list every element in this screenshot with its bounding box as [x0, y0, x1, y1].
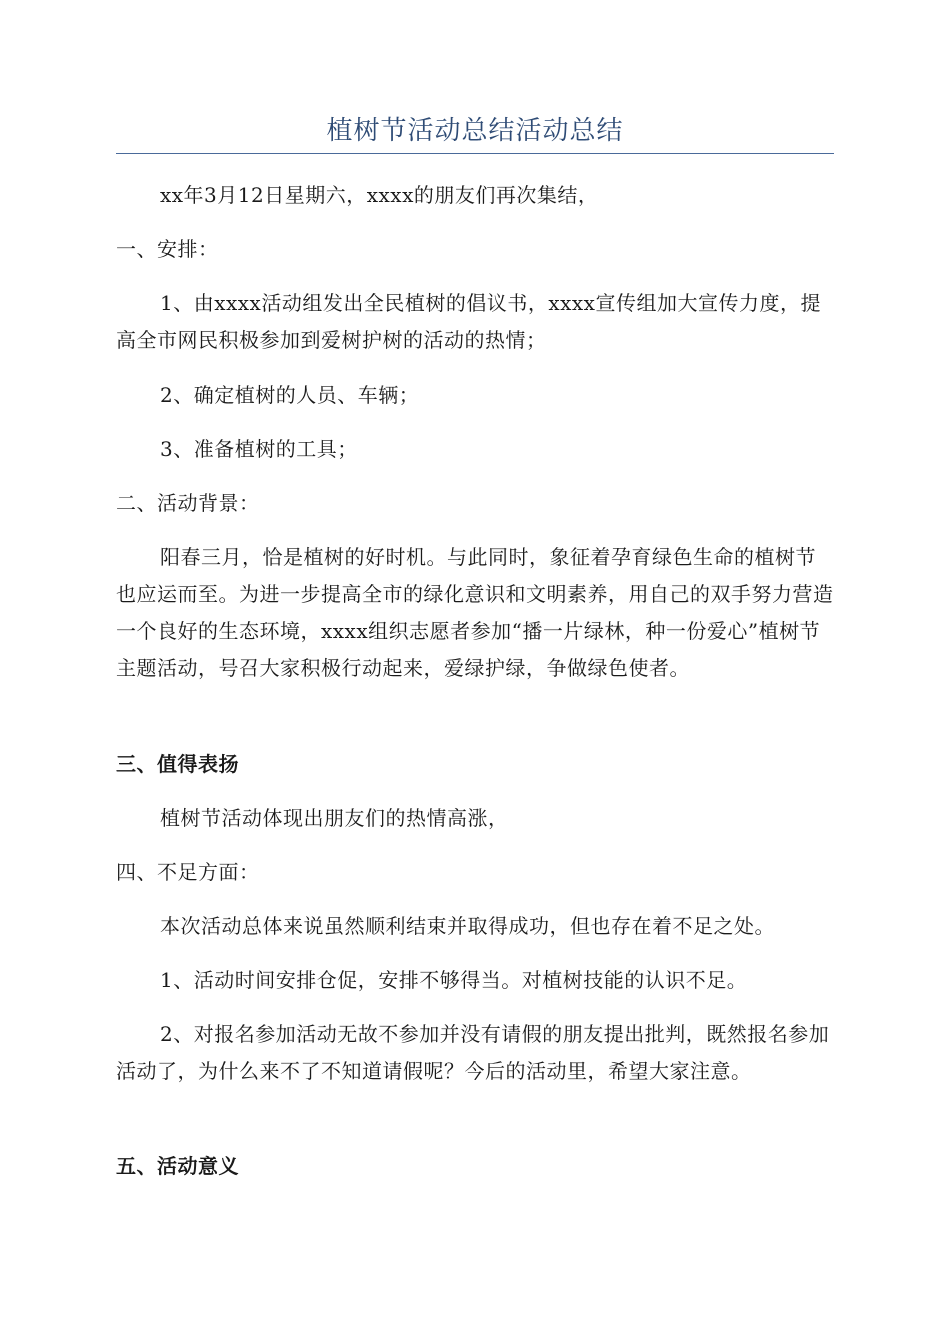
section-heading-praise: 三、值得表扬 — [116, 752, 239, 776]
arrangement-item-3: 3、准备植树的工具； — [160, 437, 358, 461]
document-title: 植树节活动总结活动总结 — [326, 116, 624, 146]
section-heading-significance: 五、活动意义 — [116, 1154, 239, 1178]
shortcomings-intro: 本次活动总体来说虽然顺利结束并取得成功，但也存在着不足之处。 — [160, 914, 775, 938]
shortcoming-item-1: 1、活动时间安排仓促，安排不够得当。对植树技能的认识不足。 — [160, 968, 748, 992]
praise-paragraph: 植树节活动体现出朋友们的热情高涨， — [160, 806, 509, 830]
section-heading-shortcomings: 四、不足方面： — [116, 860, 260, 884]
shortcoming-item-2: 2、对报名参加活动无故不参加并没有请假的朋友提出批判，既然报名参加活动了，为什么来不了不知道请假呢？今后的活动里，希望大家注意。 — [116, 1022, 830, 1083]
background-paragraph: 阳春三月，恰是植树的好时机。与此同时，象征着孕育绿色生命的植树节也应运而至。为进一步提高全市的绿化意识和文明素养，用自己的双手努力营造一个良好的生态环境，xxxx组织志愿者参加“播一片绿林，种一份爱心”植树节主题活动，号召大家积极行动起来，爱绿护绿，争做绿色使者。 — [116, 545, 834, 680]
arrangement-item-1: 1、由xxxx活动组发出全民植树的倡议书，xxxx宣传组加大宣传力度，提高全市网民积极参加到爱树护树的活动的热情； — [116, 291, 821, 352]
section-heading-background: 二、活动背景： — [116, 491, 260, 515]
intro-paragraph: xx年3月12日星期六，xxxx的朋友们再次集结， — [160, 183, 599, 207]
arrangement-item-2: 2、确定植树的人员、车辆； — [160, 383, 420, 407]
section-heading-arrangement: 一、安排： — [116, 237, 219, 261]
title-underline — [116, 153, 834, 154]
